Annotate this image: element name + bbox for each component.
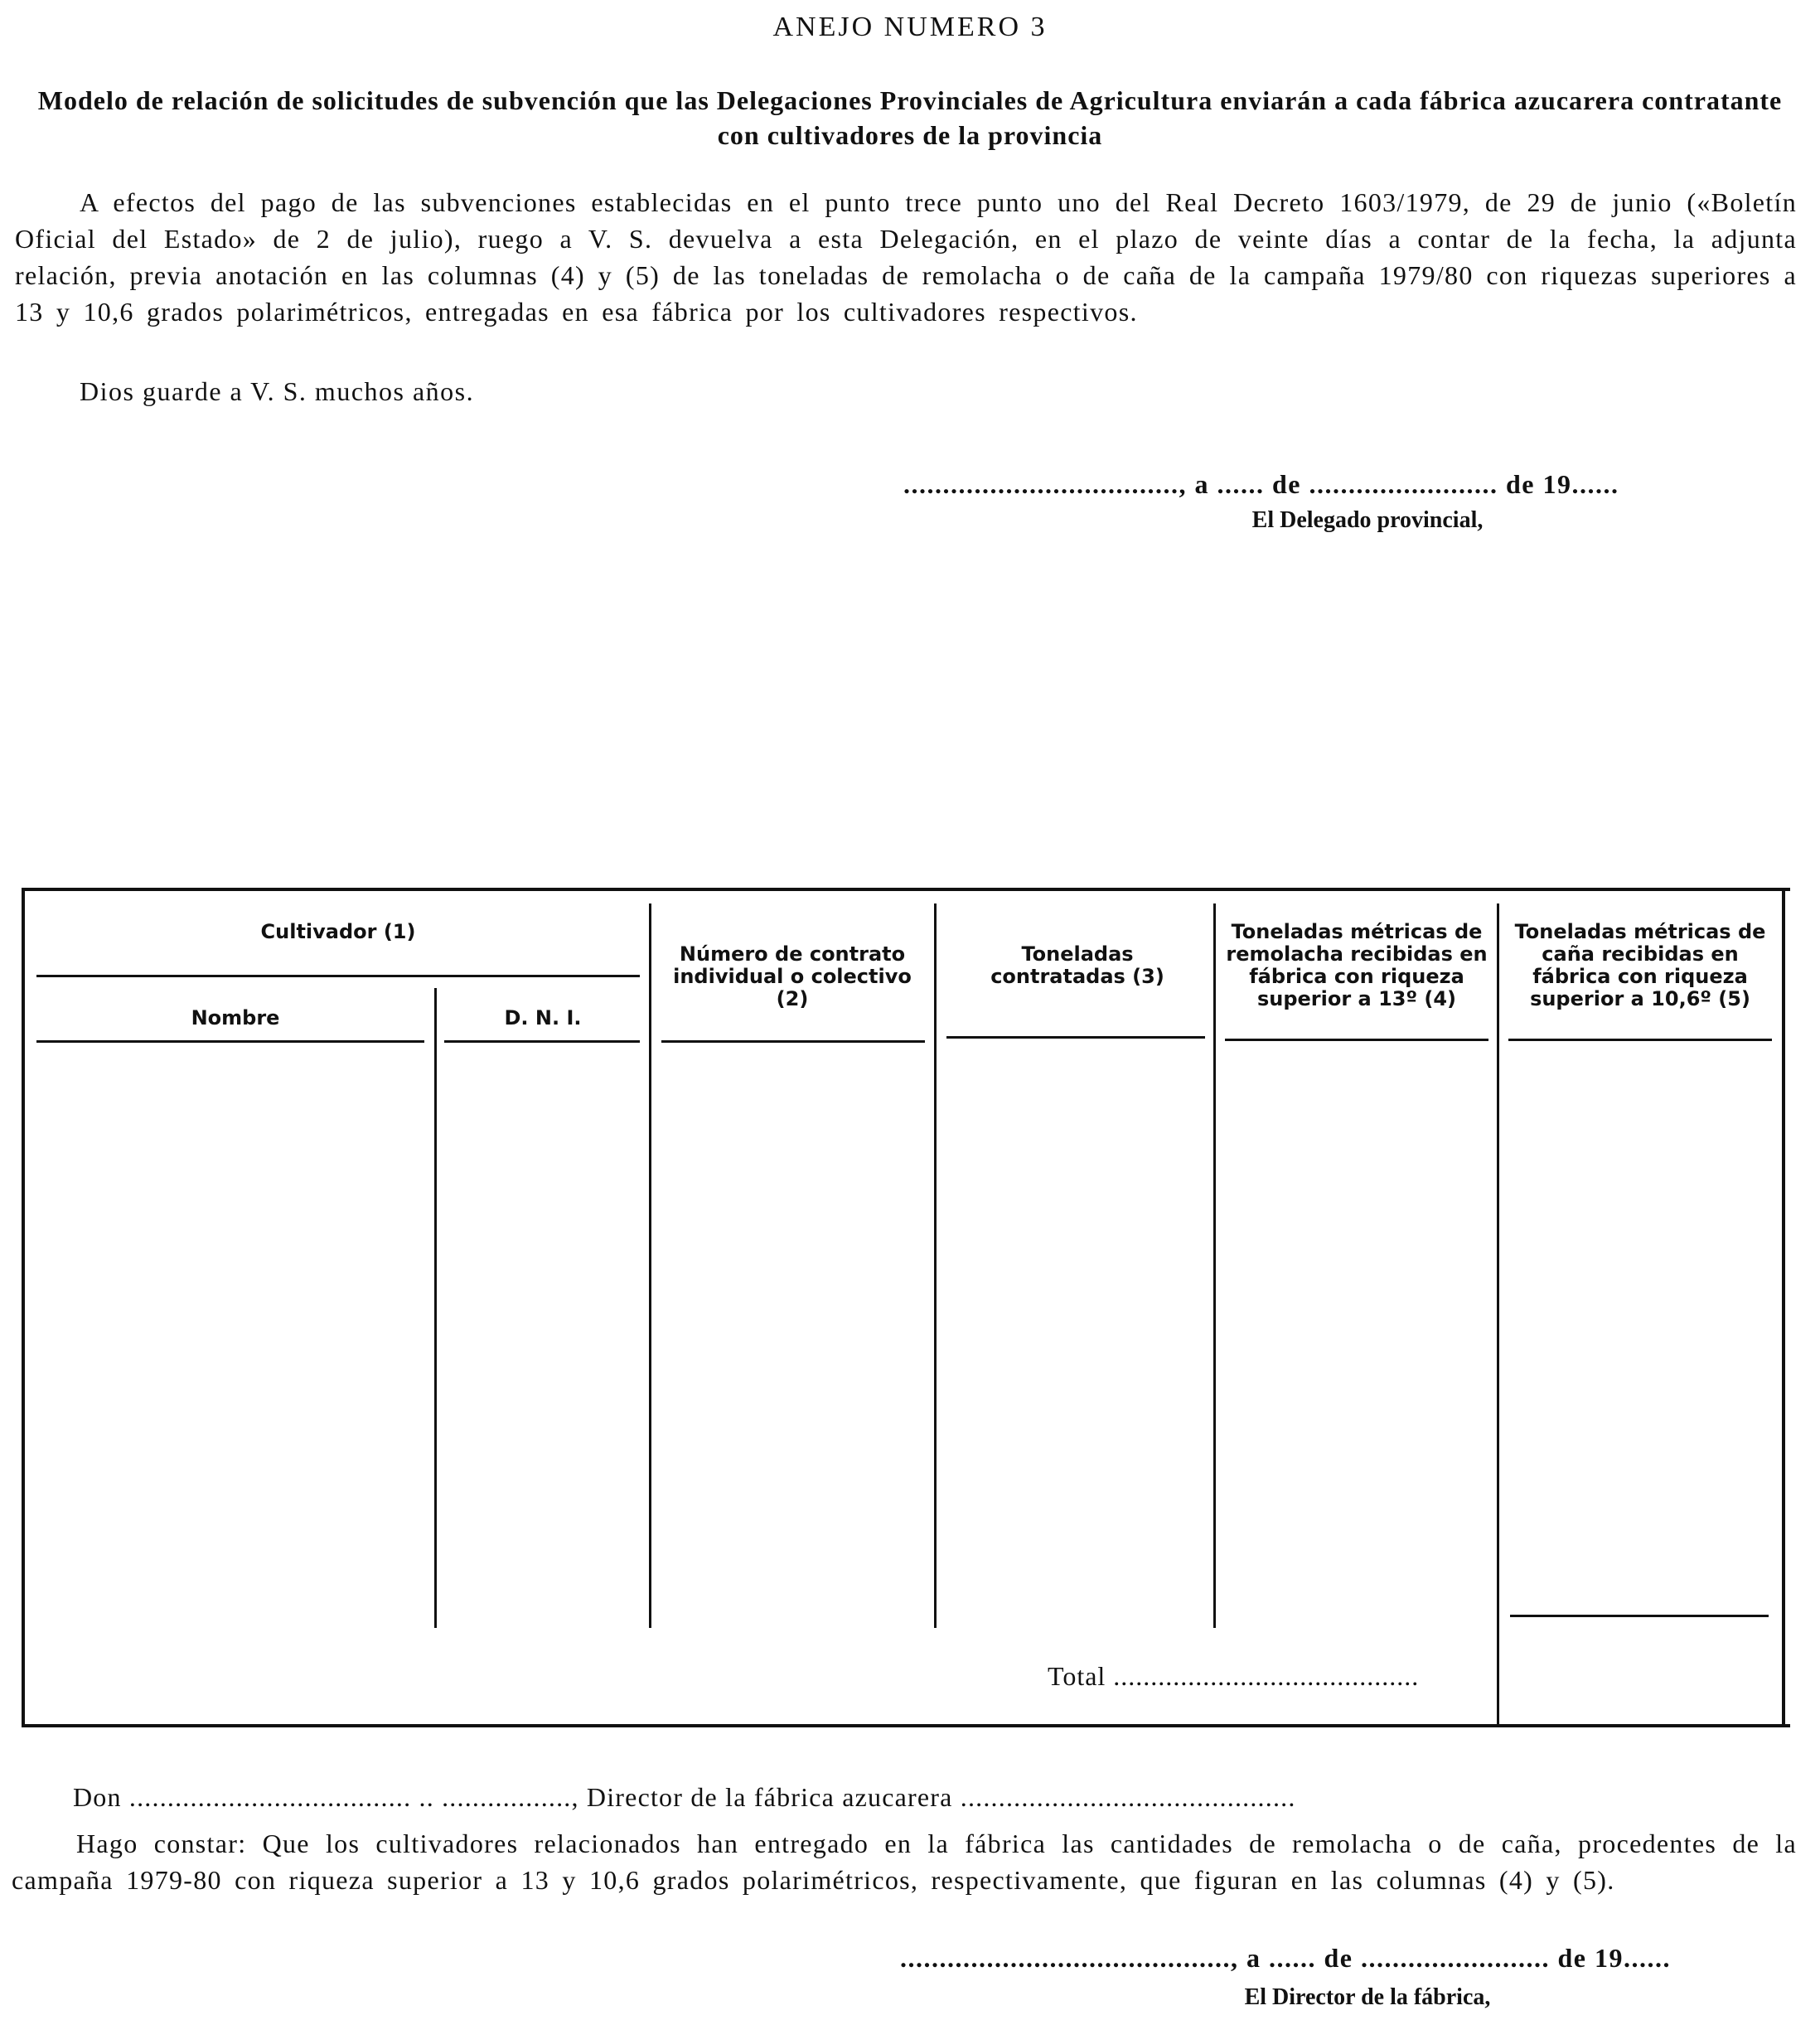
closing-formula: Dios guarde a V. S. muchos años. — [80, 376, 475, 406]
column-separator — [934, 903, 937, 1628]
header-rule — [661, 1040, 925, 1043]
column-5-subtotal-rule — [1510, 1615, 1769, 1617]
column-header-nombre: Nombre — [191, 1006, 280, 1029]
column-separator — [649, 903, 651, 1628]
certification-paragraph: Hago constar: Que los cultivadores relacionados han entregado en la fábrica las cantidades de remolacha o de caña, procedentes de la campaña 1979-80 con riqueza superior a 13 y 10,6 grados polarimétricos, respectivamente, que figuran en las columnas (4) y (5). — [12, 1829, 1797, 1895]
table-top-border — [23, 888, 1790, 891]
header-rule — [946, 1036, 1205, 1039]
column-separator — [1213, 903, 1216, 1628]
column-header-beet-tonnes: Toneladas métricas de remolacha recibidas en fábrica con riqueza superior a 13º (4) — [1226, 920, 1488, 1010]
director-signature-label: El Director de la fábrica, — [1244, 1984, 1491, 2010]
header-rule — [36, 1040, 424, 1043]
header-rule — [444, 1040, 640, 1043]
group-header-rule — [36, 975, 640, 977]
table-right-border — [1782, 888, 1785, 1727]
header-rule — [1508, 1039, 1772, 1041]
cultivador-group-header: Cultivador (1) — [260, 920, 416, 943]
director-name-line: Don ..................................... .. ................., Director de la fábrica azucarera ............................................ — [73, 1782, 1296, 1812]
delegate-signature-label: El Delegado provincial, — [1251, 507, 1484, 533]
delegate-date-line: ..................................., a ...... de ........................ de 19...... — [903, 469, 1619, 499]
column-separator — [434, 988, 437, 1628]
director-date-line: .........................................., a ...... de ........................ de 19...... — [900, 1943, 1671, 1973]
document-title: Modelo de relación de solicitudes de subvención que las Delegaciones Provinciales de Agricultura enviarán a cada fábrica azucarera contratante con cultivadores de la provincia — [37, 85, 1783, 150]
table-left-border — [22, 888, 25, 1727]
intro-paragraph: A efectos del pago de las subvenciones establecidas en el punto trece punto uno del Real Decreto 1603/1979, de 29 de junio («Boletín Oficial del Estado» de 2 de julio), ruego a V. S. devuelva a esta Delegación, en el plazo de veinte días a contar de la fecha, la adjunta relación, previa anotación en las columnas (4) y (5) de las toneladas de remolacha o de caña de la campaña 1979/80 con riquezas superiores a 13 y 10,6 grados polarimétricos, entregadas en esa fábrica por los cultivadores respectivos. — [15, 187, 1797, 327]
column-header-contract-number: Número de contrato individual o colectivo (2) — [673, 942, 912, 1010]
table-bottom-border — [23, 1724, 1790, 1727]
column-header-contracted-tonnes: Toneladas contratadas (3) — [990, 942, 1164, 988]
total-label: Total ......................................... — [1048, 1661, 1420, 1691]
column-header-cane-tonnes: Toneladas métricas de caña recibidas en fábrica con riqueza superior a 10,6º (5) — [1514, 920, 1766, 1010]
column-separator — [1497, 903, 1499, 1724]
header-rule — [1225, 1039, 1488, 1041]
column-header-dni: D. N. I. — [504, 1006, 582, 1029]
annex-heading: ANEJO NUMERO 3 — [772, 12, 1048, 42]
